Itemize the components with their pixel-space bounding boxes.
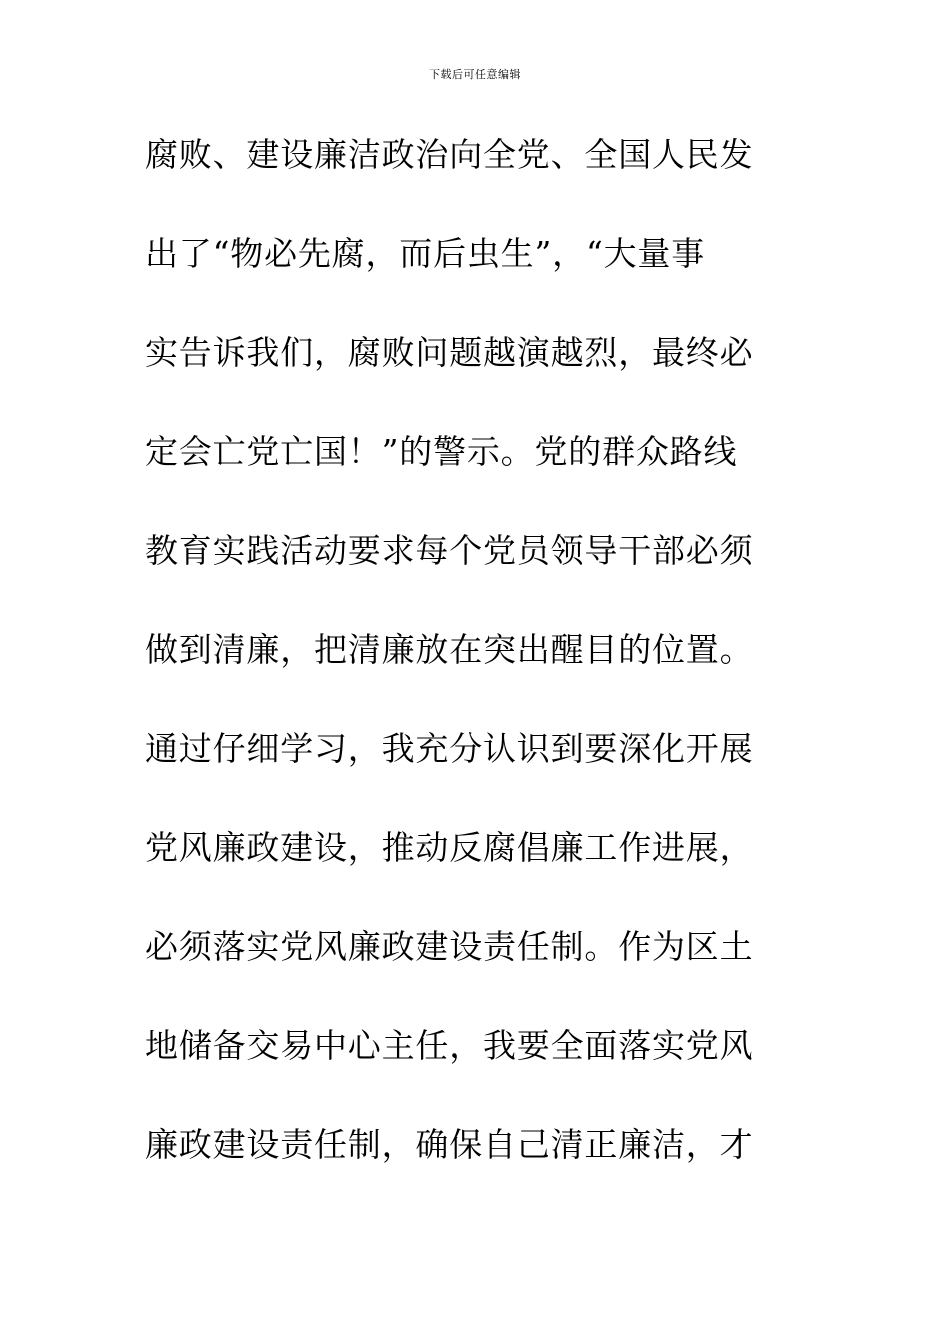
text-line: 定会亡党亡国！”的警示。党的群众路线 xyxy=(145,432,738,471)
text-line: 做到清廉，把清廉放在突出醒目的位置。 xyxy=(145,630,754,669)
text-line: 地储备交易中心主任，我要全面落实党风 xyxy=(145,1026,754,1065)
text-line: 出了“物必先腐，而后虫生”，“大量事 xyxy=(145,234,706,273)
text-line: 党风廉政建设，推动反腐倡廉工作进展， xyxy=(145,828,754,867)
header-note: 下载后可任意编辑 xyxy=(429,68,521,81)
text-line: 廉政建设责任制，确保自己清正廉洁，才 xyxy=(145,1125,754,1164)
text-line: 教育实践活动要求每个党员领导干部必须 xyxy=(145,531,754,570)
text-line: 实告诉我们，腐败问题越演越烈，最终必 xyxy=(145,333,754,372)
text-line: 通过仔细学习，我充分认识到要深化开展 xyxy=(145,729,754,768)
body-text xyxy=(145,125,785,1214)
text-line: 必须落实党风廉政建设责任制。作为区土 xyxy=(145,927,754,966)
text-line: 腐败、建设廉洁政治向全党、全国人民发 xyxy=(145,135,754,174)
